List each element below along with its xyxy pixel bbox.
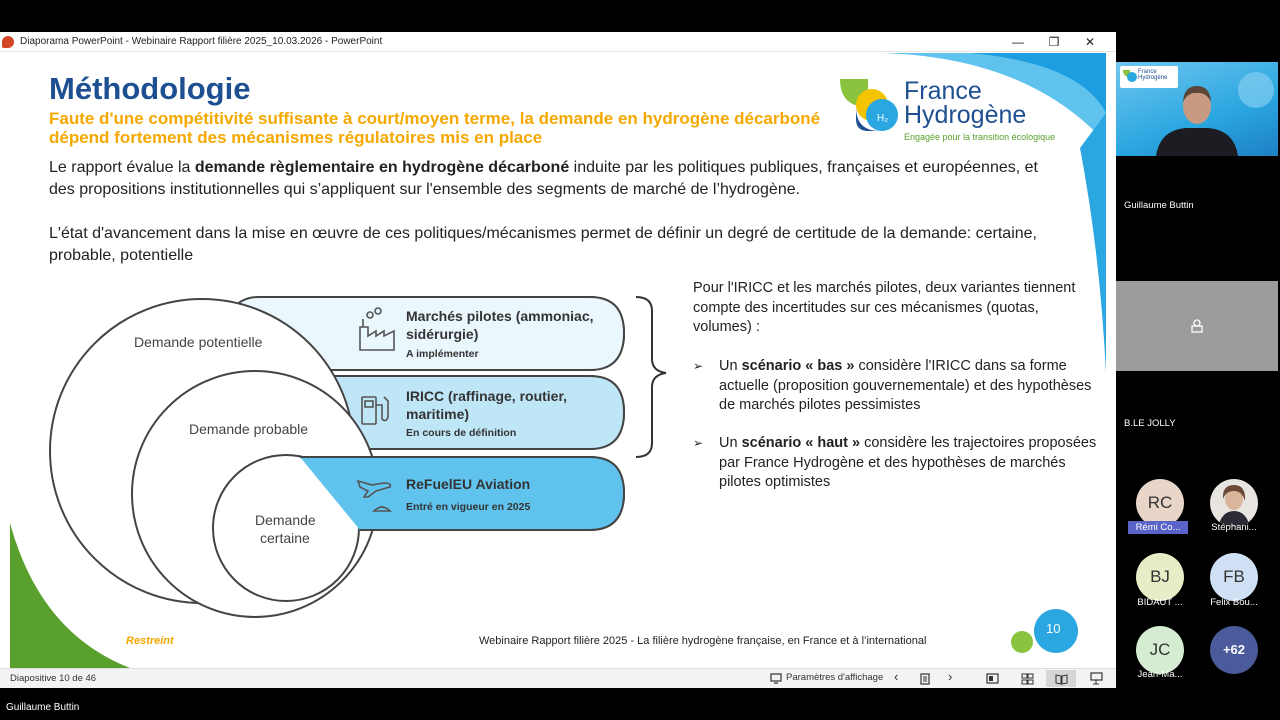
participant-label: Stéphani... <box>1211 522 1257 533</box>
footer-classification: Restreint <box>126 635 174 647</box>
next-slide-button[interactable]: › <box>948 669 953 684</box>
bullet1-post: considère l'IRICC dans sa forme actuelle (proposition gouvernementale) et des hypothèses de marchés pilotes pessimistes <box>719 358 1092 413</box>
page-number: 10 <box>1046 621 1061 636</box>
normal-view-icon[interactable] <box>986 673 999 685</box>
label-demand-probable: Demande probable <box>189 421 309 437</box>
para1-post: induite par les politiques publiques, françaises et européennes, et des propositions institutionnelles qui s’appliquent sur l'ensemble des segments de marché de l’hydrogène. <box>49 159 1038 198</box>
box2-title-line1: IRICC (raffinage, routier, <box>406 388 568 404</box>
participant-avatar[interactable]: RC <box>1136 479 1184 527</box>
bullet1-bold: scénario « bas » <box>741 358 855 374</box>
speaker-person <box>1116 62 1278 156</box>
box3-subtitle: Entré en vigueur en 2025 <box>406 501 531 513</box>
speaker-video[interactable] <box>1116 62 1278 156</box>
footer-title: Webinaire Rapport filière 2025 - La filière hydrogène française, en France et à l’international <box>479 635 927 647</box>
participant-name-blejolly: B.LE JOLLY <box>1124 418 1176 429</box>
logo-line2: Hydrogène <box>904 101 1027 129</box>
slideshow-icon[interactable] <box>1090 672 1103 685</box>
bullet-arrow-icon: ➢ <box>693 436 704 450</box>
active-speaker-name: Guillaume Buttin <box>6 702 80 713</box>
participant-label: BIDAUT ... <box>1137 597 1183 608</box>
close-button[interactable]: ✕ <box>1084 35 1096 49</box>
restore-button[interactable]: ❐ <box>1048 35 1060 49</box>
powerpoint-icon <box>2 36 14 48</box>
participant-label: Felix Bou... <box>1210 597 1258 608</box>
para1-bold: demande règlementaire en hydrogène décarboné <box>194 159 570 176</box>
more-participants-button[interactable]: +62 <box>1210 626 1258 674</box>
variants-intro: Pour l'IRICC et les marchés pilotes, deux variantes tiennent compte des incertitudes sur ces mécanismes (quotas, volumes) : <box>693 280 1076 335</box>
bullet1-pre: Un <box>719 358 742 374</box>
slide-subtitle: Faute d'une compétitivité suffisante à court/moyen terme, la demande en hydrogène décarboné dépend fortement des mécanismes régulatoires mis en place <box>49 109 821 147</box>
logo-line1: France <box>904 77 982 105</box>
display-settings-icon <box>770 673 782 684</box>
minimize-button[interactable]: — <box>1012 35 1024 49</box>
powerpoint-window <box>0 32 1116 688</box>
slide-list-icon[interactable] <box>919 673 931 685</box>
reading-view-icon <box>1055 673 1068 685</box>
participant-avatar-photo[interactable] <box>1210 479 1258 527</box>
slide-title: Méthodologie <box>49 71 251 106</box>
logo-tagline: Engagée pour la transition écologique <box>904 132 1056 142</box>
logo-h2: H₂ <box>877 113 889 124</box>
box2-subtitle: En cours de définition <box>406 427 517 439</box>
box1-subtitle: A implémenter <box>406 348 479 360</box>
label-demand-certain-1: Demande <box>255 512 316 528</box>
para1-pre: Le rapport évalue la <box>49 159 195 176</box>
slide-sorter-icon[interactable] <box>1021 673 1034 685</box>
participant-label: Rémi Co... <box>1128 521 1188 534</box>
reading-view-button[interactable] <box>1046 670 1076 687</box>
speaker-name: Guillaume Buttin <box>1124 200 1194 211</box>
slide-area <box>0 53 1116 668</box>
display-settings-button[interactable]: Paramètres d'affichage <box>786 672 884 683</box>
participant-avatar[interactable]: BJ <box>1136 553 1184 601</box>
bullet2-bold: scénario « haut » <box>741 435 861 451</box>
box2-title-line2: maritime) <box>406 406 470 422</box>
slide[interactable] <box>10 53 1106 668</box>
window-title: Diaporama PowerPoint - Webinaire Rapport filière 2025_10.03.2026 - PowerPoint <box>20 36 383 47</box>
curly-bracket <box>636 297 666 457</box>
label-demand-potential: Demande potentielle <box>134 334 263 350</box>
slide-counter: Diapositive 10 de 46 <box>10 673 97 684</box>
presenter-icon <box>1189 318 1205 334</box>
mini-logo-line1: France <box>1138 69 1157 75</box>
participant-label: Jean-Ma... <box>1137 669 1183 680</box>
label-demand-certain-2: certaine <box>260 530 310 546</box>
person-photo-icon <box>1210 479 1258 527</box>
bullet2-post: considère les trajectoires proposées par France Hydrogène et des hypothèses de marchés pilotes optimistes <box>719 435 1097 490</box>
bullet-arrow-icon: ➢ <box>693 359 704 373</box>
mini-logo-line2: Hydrogène <box>1138 75 1168 81</box>
participant-tile-camera-off[interactable] <box>1116 281 1278 371</box>
previous-slide-button[interactable]: ‹ <box>894 669 899 684</box>
bullet2-pre: Un <box>719 435 742 451</box>
box3-title: ReFuelEU Aviation <box>406 476 531 492</box>
participant-avatar[interactable]: JC <box>1136 626 1184 674</box>
title-bar <box>0 32 1116 52</box>
box1-title-line1: Marchés pilotes (ammoniac, <box>406 308 594 324</box>
paragraph-certainty: L'état d'avancement dans la mise en œuvre de ces politiques/mécanismes permet de définir un degré de certitude de la demande: certaine, probable, potentielle <box>49 225 1037 264</box>
participant-avatar[interactable]: FB <box>1210 553 1258 601</box>
status-bar <box>0 668 1116 688</box>
box1-title-line2: sidérurgie) <box>406 326 479 342</box>
